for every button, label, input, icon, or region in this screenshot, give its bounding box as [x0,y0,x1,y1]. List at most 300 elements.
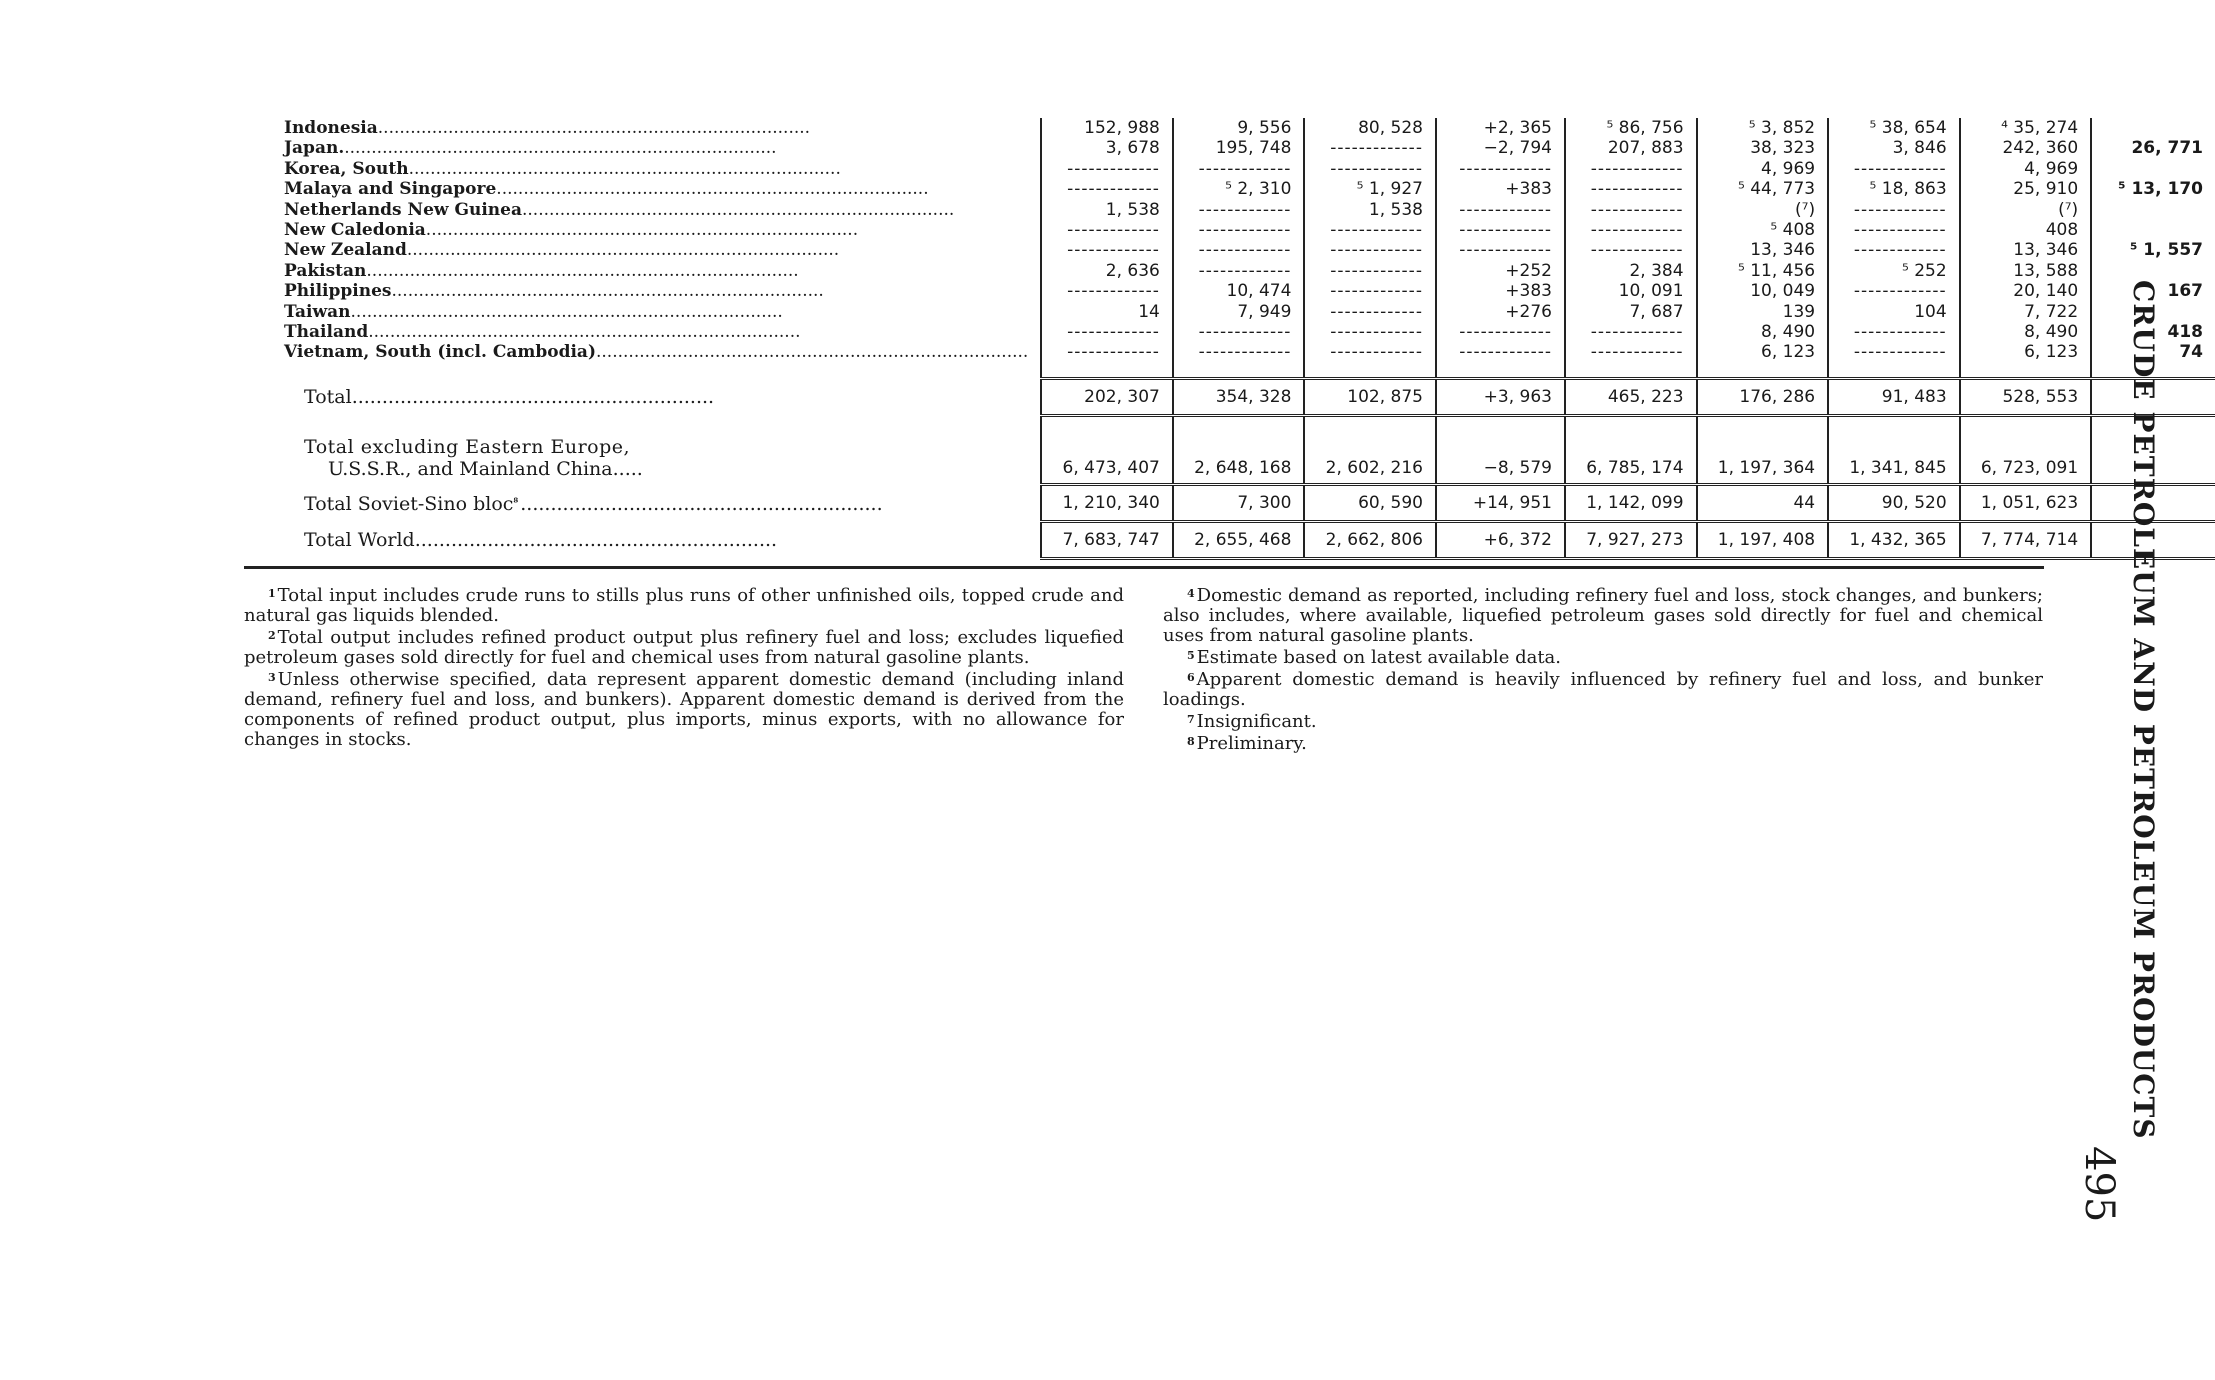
empty-cell-leader: ------------- [1330,322,1423,343]
cell-value: ⁵ 2, 310 [1225,179,1292,200]
row-label [244,179,1041,199]
running-head [2120,280,2160,1140]
cell-value: +276 [1505,301,1552,322]
cell-value: 13, 346 [1750,240,1816,261]
table-cell [1041,342,1173,362]
table-cell [1960,322,2092,342]
leader-dots: ................................................................................ [425,220,859,241]
table-row [244,261,2215,281]
table-cell [1436,220,1565,240]
cell-value: 528, 553 [2002,386,2079,407]
table-cell [1041,138,1173,158]
country-name: Vietnam, South (incl. Cambodia) [284,342,596,363]
empty-cell-leader: ------------- [1590,240,1684,261]
empty-cell-leader: ------------- [1853,158,1947,179]
cell-value: 10, 049 [1750,281,1816,302]
table-cell [1173,220,1305,240]
table-cell [2091,261,2215,281]
table-cell [1041,486,1173,522]
table-cell [1697,380,1829,416]
cell-value: 80, 528 [1358,118,1423,138]
table-bottom-rule [244,566,2044,569]
cell-value: 152, 988 [1084,118,1160,138]
spacer-cell [1828,363,1960,379]
footnote-number: 8 [1187,735,1195,748]
spacer-row [244,363,2215,379]
table-cell [1828,118,1960,138]
table-cell [1565,486,1697,522]
table-cell [1960,281,2092,301]
cell-value: ⁵ 44, 773 [1737,179,1816,200]
cell-value: 3, 846 [1892,138,1947,159]
empty-cell-leader: ------------- [1067,342,1160,363]
table-cell [1041,281,1173,301]
total-label-line-2-text: U.S.S.R., and Mainland China [328,458,613,481]
table-cell [1828,523,1960,559]
footnote-ref: ⁸ [513,495,519,509]
table-cell [1828,179,1960,199]
footnote-text: Apparent domestic demand is heavily influenced by refinery fuel and loss, and bunker loadings. [1163,669,2043,710]
table-cell [1828,322,1960,342]
leader-dots: ................................................................................ [521,199,955,220]
cell-value: 6, 123 [1761,342,1816,363]
table-cell [1565,179,1697,199]
leader-dots: ................................................................................ [368,322,801,343]
cell-value: 8, 490 [1761,322,1816,343]
cell-value: ⁵ 13, 170 [2118,179,2203,200]
row-label [244,138,1041,158]
empty-cell-leader: ------------- [1067,220,1160,241]
empty-cell-leader: ------------- [1590,179,1684,200]
empty-cell-leader: ------------- [1853,199,1947,220]
rule-cell [244,558,1041,560]
table-cell [1304,240,1436,260]
cell-value: ⁵ 18, 863 [1869,179,1947,200]
cell-value: 465, 223 [1607,386,1684,407]
table-cell [1436,261,1565,281]
spacer-cell [1960,363,2092,379]
cell-value: 1, 210, 340 [1062,492,1160,513]
rule-cell [1304,558,1436,560]
table-cell [1565,302,1697,322]
table-cell [1697,302,1829,322]
leader-dots: ................................................................................ [377,118,811,138]
total-label [244,417,1041,485]
row-label [244,342,1041,362]
table-cell [1565,523,1697,559]
cell-value: (⁷) [1795,199,1816,220]
country-name: Thailand [284,322,369,343]
table-cell [1828,138,1960,158]
cell-value: 10, 474 [1226,281,1292,302]
footnote-number: 5 [1187,649,1195,662]
table-cell [1565,281,1697,301]
table-cell [1565,322,1697,342]
table-cell [1173,159,1305,179]
total-label [244,486,1041,522]
cell-value: −2, 794 [1483,138,1552,159]
cell-value: 7, 722 [2024,301,2079,322]
spacer-cell [1436,363,1565,379]
footnote [1163,710,2043,732]
empty-cell-leader: ------------- [1067,179,1160,200]
table-cell [1173,200,1305,220]
country-rows [244,118,2215,363]
table-cell [1041,380,1173,416]
table-cell [1436,179,1565,199]
cell-value: 7, 687 [1629,301,1684,322]
cell-value: 14 [1138,301,1160,322]
cell-value: 4, 969 [1761,158,1816,179]
total-row [244,486,2215,522]
spacer-cell [244,363,1041,379]
footnotes-right-column [1163,584,2043,754]
leader-dots: ............................................................ [414,529,778,552]
table-cell [1173,240,1305,260]
table-cell [1304,179,1436,199]
total-label-line-1: Total excluding Eastern Europe, [304,436,631,459]
table-cell [1173,281,1305,301]
leader-dots: ..... [612,458,643,481]
table-cell [1565,118,1697,138]
table-cell [1436,486,1565,522]
table-cell [1041,200,1173,220]
cell-value: 44 [1793,492,1816,513]
table-cell [1697,417,1829,485]
cell-value: 4, 969 [2024,158,2079,179]
cell-value: 13, 588 [2013,260,2079,281]
table-cell [1697,138,1829,158]
empty-cell-leader: ------------- [1853,240,1947,261]
table-cell [1960,220,2092,240]
cell-value: 6, 723, 091 [1980,458,2079,479]
empty-cell-leader: ------------- [1067,158,1160,179]
empty-cell-leader: ------------- [1853,342,1947,363]
cell-value: 176, 286 [1739,386,1816,407]
footnote-number: 6 [1187,671,1195,684]
footnote-text: Unless otherwise specified, data represent apparent domestic demand (including inland demand, refinery fuel and loss, and bunkers). Apparent domestic demand is derived from the components of refined product output, plus imports, minus exports, with no allowance for changes in stocks. [244,669,1124,750]
running-head-text: CRUDE PETROLEUM AND PETROLEUM PRODUCTS [2127,280,2160,1140]
table-cell [1960,261,2092,281]
table-row [244,159,2215,179]
cell-value: ⁵ 38, 654 [1869,118,1947,138]
cell-value: ⁵ 3, 852 [1748,118,1816,138]
table-cell [1304,281,1436,301]
table-cell [2091,118,2215,138]
cell-value: 1, 197, 364 [1717,458,1816,479]
cell-value: 202, 307 [1084,386,1160,407]
table-cell [1304,200,1436,220]
table-row [244,281,2215,301]
empty-cell-leader: ------------- [1330,301,1423,322]
table-cell [1041,220,1173,240]
table-cell [1960,179,2092,199]
cell-value: 104 [1914,301,1947,322]
table-cell [1960,417,2092,485]
rule-cell [1697,558,1829,560]
empty-cell-leader: ------------- [1067,240,1160,261]
empty-cell-leader: ------------- [1853,220,1947,241]
table-cell [1828,240,1960,260]
empty-cell-leader: ------------- [1330,138,1423,159]
row-label [244,240,1041,260]
table-cell [1828,281,1960,301]
cell-value: 7, 927, 273 [1586,529,1684,550]
table-cell [1565,342,1697,362]
cell-value: 60, 590 [1358,492,1423,513]
total-label-text: Total Soviet-Sino bloc [304,492,514,515]
empty-cell-leader: ------------- [1459,342,1552,363]
footnote [244,668,1124,750]
total-row [244,523,2215,559]
cell-value: 242, 360 [2002,138,2079,159]
empty-cell-leader: ------------- [1330,281,1423,302]
footnote [244,626,1124,668]
cell-value: 38, 323 [1750,138,1816,159]
country-name: Taiwan [284,301,351,322]
table-cell [1173,179,1305,199]
empty-cell-leader: ------------- [1198,158,1292,179]
empty-cell-leader: ------------- [1198,240,1292,261]
table-cell [2091,159,2215,179]
leader-dots: ............................................................ [520,492,883,515]
table-cell [1828,302,1960,322]
footnote-number: 1 [268,587,276,600]
rule-cell [1041,558,1173,560]
spacer-cell [1173,363,1305,379]
leader-dots: ................................................................................ [350,301,783,322]
empty-cell-leader: ------------- [1853,322,1947,343]
table-cell [1041,179,1173,199]
empty-cell-leader: ------------- [1853,281,1947,302]
table-cell [1436,322,1565,342]
table-cell [1960,200,2092,220]
cell-value: 139 [1782,301,1816,322]
table-cell [1041,159,1173,179]
cell-value: 1, 341, 845 [1849,458,1947,479]
cell-value: +14, 951 [1472,492,1552,513]
row-label [244,322,1041,342]
cell-value: 6, 473, 407 [1062,458,1160,479]
footnote [1163,732,2043,754]
cell-value: 8, 490 [2024,322,2079,343]
empty-cell-leader: ------------- [1459,240,1552,261]
table-cell [1304,302,1436,322]
footnote-number: 7 [1187,713,1195,726]
table-cell [1436,240,1565,260]
empty-cell-leader: ------------- [1330,220,1423,241]
empty-cell-leader: ------------- [1198,220,1292,241]
table-cell [1697,261,1829,281]
table-cell [1697,159,1829,179]
empty-cell-leader: ------------- [1590,322,1684,343]
cell-value: ⁵ 86, 756 [1606,118,1684,138]
leader-dots: ................................................................................ [366,260,799,281]
empty-cell-leader: ------------- [1590,158,1684,179]
table-cell [2091,200,2215,220]
empty-cell-leader: ------------- [1459,199,1552,220]
empty-cell-leader: ------------- [1330,260,1423,281]
table-cell [1041,261,1173,281]
leader-dots: ................................................................................ [406,240,840,261]
table-cell [1960,523,2092,559]
table-row [244,220,2215,240]
rule-cell [1565,558,1697,560]
rule-cell [1436,558,1565,560]
table-cell [1565,220,1697,240]
table-cell [2091,240,2215,260]
table-cell [1565,138,1697,158]
table-cell [2091,179,2215,199]
table-cell [1436,302,1565,322]
table-cell [1697,322,1829,342]
country-name: Pakistan [284,260,367,281]
table-cell [1304,220,1436,240]
cell-value: 207, 883 [1607,138,1684,159]
table-cell [1304,138,1436,158]
table-cell [1565,240,1697,260]
total-row [244,380,2215,416]
table-cell [1436,417,1565,485]
footnote [244,584,1124,626]
footnote-number: 3 [268,671,276,684]
footnote-text: Total input includes crude runs to stills plus runs of other unfinished oils, topped crude and natural gas liquids blended. [244,585,1124,626]
table-cell [2091,138,2215,158]
cell-value: 6, 123 [2024,342,2079,363]
cell-value: −8, 579 [1483,458,1552,479]
country-name: Korea, South [284,158,409,179]
country-name: Philippines [284,281,392,302]
table-cell [1173,342,1305,362]
table-cell [1828,159,1960,179]
total-rows [244,363,2215,560]
empty-cell-leader: ------------- [1067,281,1160,302]
table-cell [1304,417,1436,485]
empty-cell-leader: ------------- [1330,240,1423,261]
footnote [1163,668,2043,710]
footnote-text: Domestic demand as reported, including refinery fuel and loss, stock changes, and bunkers; also includes, where available, liquefied petroleum gases sold directly for fuel and chemical uses from natural gasoline plants. [1163,585,2043,646]
total-label [244,380,1041,416]
footnotes-left-column [244,584,1124,750]
country-name: Japan. [284,138,345,159]
table-cell [1173,380,1305,416]
spacer-cell [1041,363,1173,379]
cell-value: 354, 328 [1215,386,1292,407]
table-cell [1828,380,1960,416]
table-cell [1041,322,1173,342]
country-name: New Zealand [284,240,407,261]
row-label [244,281,1041,301]
empty-cell-leader: ------------- [1330,158,1423,179]
table-cell [1436,380,1565,416]
table-cell [1960,302,2092,322]
petroleum-statistics-table [244,118,2215,560]
cell-value: 2, 636 [1105,260,1160,281]
table-cell [1304,523,1436,559]
table-cell [1041,302,1173,322]
cell-value: 6, 785, 174 [1586,458,1684,479]
empty-cell-leader: ------------- [1198,322,1292,343]
table-cell [1828,261,1960,281]
row-label [244,118,1041,138]
cell-value: +2, 365 [1483,118,1552,138]
table-cell [1960,380,2092,416]
total-label-line-2 [304,458,1028,480]
table-cell [1960,240,2092,260]
cell-value: 90, 520 [1881,492,1947,513]
empty-cell-leader: ------------- [1198,342,1292,363]
footnote-text: Total output includes refined product output plus refinery fuel and loss; excludes liquefied petroleum gases sold directly for fuel and chemical uses from natural gasoline plants. [244,627,1124,668]
rule-cell [1173,558,1305,560]
footnote-text: Estimate based on latest available data. [1196,647,1562,668]
table-cell [1828,220,1960,240]
cell-value: 7, 683, 747 [1062,529,1160,550]
cell-value: +383 [1505,179,1552,200]
cell-value: 1, 432, 365 [1849,529,1947,550]
table-cell [1304,159,1436,179]
table-cell [1041,118,1173,138]
table-cell [1173,486,1305,522]
cell-value: 2, 648, 168 [1194,458,1292,479]
table-cell [1436,138,1565,158]
cell-value: 2, 662, 806 [1325,529,1423,550]
cell-value: ⁵ 1, 927 [1356,179,1423,200]
table-cell [1697,200,1829,220]
cell-value: 1, 197, 408 [1717,529,1816,550]
row-label [244,302,1041,322]
table-cell [1436,118,1565,138]
table-cell [1828,417,1960,485]
cell-value: ⁴ 35, 274 [2001,118,2079,138]
table-cell [1697,220,1829,240]
table-cell [1436,281,1565,301]
table-cell [1697,486,1829,522]
total-label-text: Total World [304,529,415,552]
table-cell [1697,342,1829,362]
table-cell [1173,138,1305,158]
table-cell [1304,261,1436,281]
table-cell [1041,417,1173,485]
table-cell [1436,342,1565,362]
cell-value: 1, 538 [1368,199,1423,220]
table-cell [1304,486,1436,522]
cell-value: 7, 949 [1237,301,1292,322]
cell-value: 10, 091 [1618,281,1684,302]
spacer-cell [1565,363,1697,379]
leader-dots: ................................................................................ [596,342,1029,363]
total-row [244,417,2215,485]
table-cell [1828,486,1960,522]
total-label [244,523,1041,559]
empty-cell-leader: ------------- [1459,158,1552,179]
table-cell [1041,240,1173,260]
cell-value: ⁵ 1, 557 [2129,240,2203,261]
table-cell [1697,240,1829,260]
table-cell [1173,417,1305,485]
cell-value: +3, 963 [1483,386,1552,407]
empty-cell-leader: ------------- [1590,342,1684,363]
cell-value: 20, 140 [2013,281,2079,302]
footnote-number: 2 [268,629,276,642]
page-number-text: 495 [2076,1146,2122,1223]
cell-value: (⁷) [2058,199,2079,220]
table-cell [1565,380,1697,416]
table-row [244,240,2215,260]
table-row [244,118,2215,138]
table-cell [1960,342,2092,362]
empty-cell-leader: ------------- [1198,199,1292,220]
table-cell [1960,159,2092,179]
